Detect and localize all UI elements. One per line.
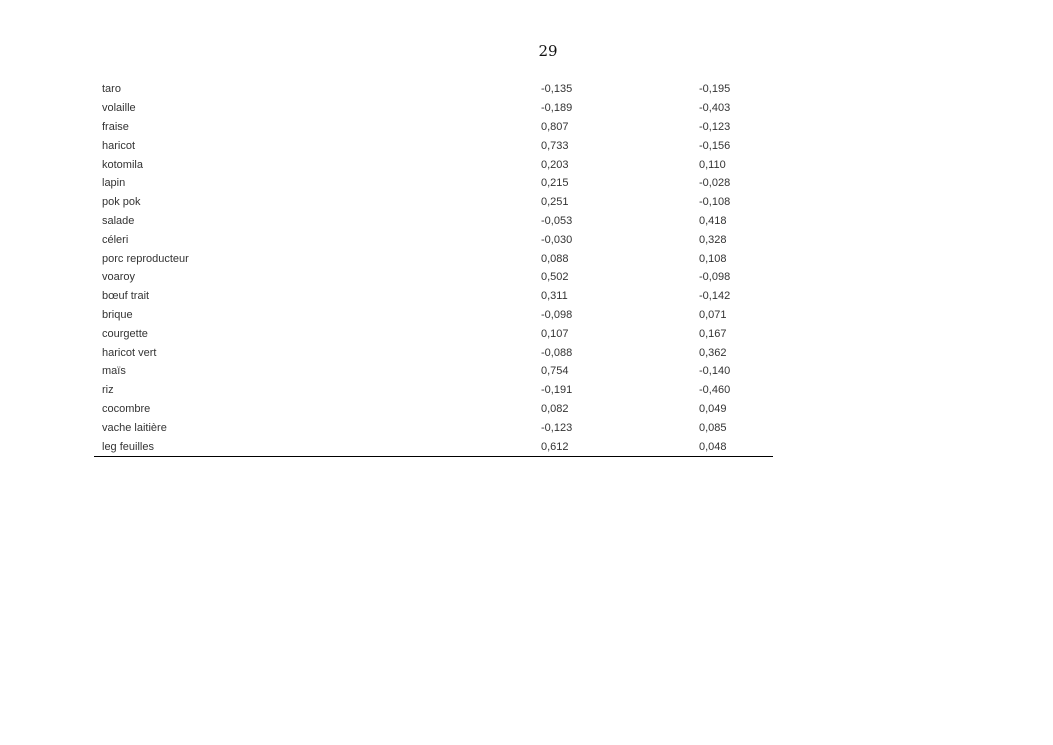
row-value-a-cell: 0,203 — [541, 158, 569, 171]
row-value-a-cell: -0,135 — [541, 83, 573, 96]
table-body — [94, 80, 773, 456]
table-row — [94, 212, 773, 231]
row-value-a-cell: 0,107 — [541, 327, 569, 340]
page-number: 29 — [538, 42, 558, 60]
row-name-cell: vache laitière — [102, 421, 167, 434]
row-value-a-cell: 0,088 — [541, 252, 569, 265]
row-value-a-cell: 0,733 — [541, 139, 569, 152]
row-value-b-cell: 0,110 — [699, 158, 726, 171]
row-name-cell: kotomila — [102, 158, 143, 171]
table-row — [94, 174, 773, 193]
row-value-a-cell: -0,053 — [541, 214, 573, 227]
row-value-b-cell: -0,123 — [699, 120, 731, 133]
table-row — [94, 193, 773, 212]
table-row — [94, 118, 773, 137]
table-row — [94, 381, 773, 400]
row-value-a-cell: 0,082 — [541, 402, 569, 415]
row-value-a-cell: -0,191 — [541, 384, 573, 397]
row-name-cell: céleri — [102, 233, 129, 246]
row-value-b-cell: 0,085 — [699, 421, 727, 434]
row-name-cell: courgette — [102, 327, 148, 340]
row-value-a-cell: -0,123 — [541, 421, 573, 434]
row-name-cell: haricot — [102, 139, 136, 152]
row-value-b-cell: -0,403 — [699, 102, 731, 115]
row-name-cell: leg feuilles — [94, 437, 541, 456]
row-value-a-cell: -0,189 — [541, 102, 573, 115]
row-name-cell: pok pok — [102, 196, 141, 209]
row-value-b-cell: 0,071 — [699, 308, 727, 321]
row-value-a-cell: 0,311 — [541, 290, 568, 303]
table-row — [94, 80, 773, 99]
row-value-b-cell: -0,195 — [699, 83, 731, 96]
table-row — [94, 99, 773, 118]
row-value-b-cell: 0,108 — [699, 252, 727, 265]
row-name-cell: cocombre — [102, 402, 151, 415]
row-value-b-cell: -0,156 — [699, 139, 731, 152]
table-row — [94, 306, 773, 325]
table-row — [94, 437, 773, 456]
row-value-a-cell: 0,754 — [541, 365, 569, 378]
row-value-b-cell: 0,362 — [699, 346, 727, 359]
table-row — [94, 400, 773, 419]
row-name-cell: haricot vert — [102, 346, 157, 359]
table-row — [94, 268, 773, 287]
row-name-cell: riz — [102, 384, 114, 397]
row-value-a-cell: -0,098 — [541, 308, 573, 321]
row-value-b-cell: -0,028 — [699, 177, 731, 190]
table-row — [94, 230, 773, 249]
row-name-cell: maïs — [102, 365, 126, 378]
row-value-b-cell: 0,418 — [699, 214, 727, 227]
row-value-a-cell: 0,612 — [541, 437, 699, 456]
row-value-a-cell: -0,088 — [541, 346, 573, 359]
row-value-b-cell: -0,098 — [699, 271, 731, 284]
table-row — [94, 324, 773, 343]
row-value-b-cell: -0,460 — [699, 384, 731, 397]
table-row — [94, 155, 773, 174]
data-table — [94, 80, 773, 457]
table-row — [94, 249, 773, 268]
table-row — [94, 418, 773, 437]
row-value-a-cell: 0,502 — [541, 271, 569, 284]
row-name-cell: volaille — [102, 102, 136, 115]
table-row — [94, 343, 773, 362]
row-value-b-cell: -0,140 — [699, 365, 731, 378]
table-row — [94, 362, 773, 381]
row-value-b-cell: -0,142 — [699, 290, 731, 303]
row-value-b-cell: 0,328 — [699, 233, 727, 246]
row-value-a-cell: 0,807 — [541, 120, 569, 133]
row-name-cell: porc reproducteur — [102, 252, 189, 265]
table-row — [94, 287, 773, 306]
row-value-b-cell: 0,048 — [699, 437, 773, 456]
row-name-cell: salade — [102, 214, 135, 227]
row-name-cell: brique — [102, 308, 133, 321]
row-name-cell: lapin — [102, 177, 126, 190]
row-value-a-cell: -0,030 — [541, 233, 573, 246]
row-value-b-cell: -0,108 — [699, 196, 731, 209]
row-value-a-cell: 0,251 — [541, 196, 569, 209]
row-value-b-cell: 0,167 — [699, 327, 727, 340]
table-row — [94, 136, 773, 155]
row-value-b-cell: 0,049 — [699, 402, 727, 415]
row-name-cell: fraise — [102, 120, 129, 133]
row-name-cell: bœuf trait — [102, 290, 150, 303]
row-value-a-cell: 0,215 — [541, 177, 569, 190]
row-name-cell: taro — [102, 83, 121, 96]
row-name-cell: voaroy — [102, 271, 136, 284]
